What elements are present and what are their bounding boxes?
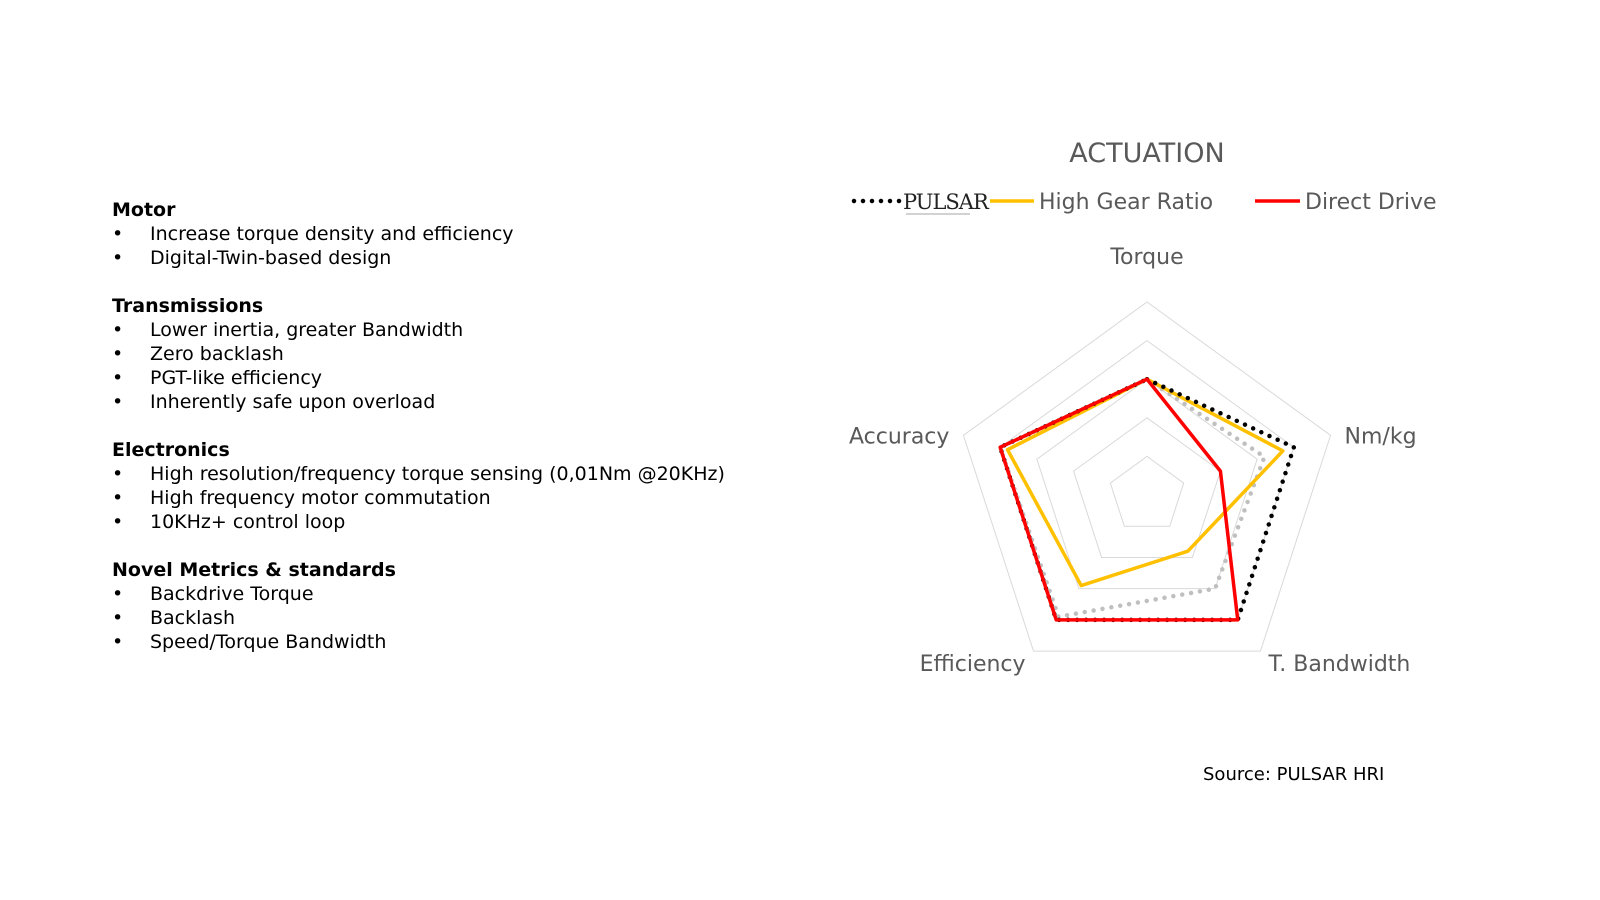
series-line [1007, 379, 1282, 585]
bullet-icon: • [112, 223, 124, 245]
section-title: Novel Metrics & standards [112, 559, 396, 581]
grid-ring [1074, 418, 1221, 558]
axis-label: Nm/kg [1344, 424, 1417, 450]
bullet-text: Digital-Twin-based design [150, 247, 392, 269]
section-title: Transmissions [112, 295, 264, 317]
legend-label: High Gear Ratio [1039, 190, 1214, 215]
bullet-icon: • [112, 487, 124, 509]
bullet-text: PGT-like efficiency [150, 367, 323, 389]
bullet-icon: • [112, 583, 124, 605]
bullet-icon: • [112, 319, 124, 341]
bullet-text: Backlash [150, 607, 235, 629]
legend-label: Direct Drive [1305, 190, 1437, 215]
bullet-icon: • [112, 631, 124, 653]
bullet-text: Increase torque density and efficiency [150, 223, 514, 245]
source-note: Source: PULSAR HRI [1203, 764, 1385, 785]
section-title: Motor [112, 199, 176, 221]
bullet-text: Backdrive Torque [150, 583, 314, 605]
bullet-icon: • [112, 247, 124, 269]
bullet-icon: • [112, 463, 124, 485]
chart-title: ACTUATION [1069, 138, 1225, 169]
radar-axis-labels [849, 245, 1417, 677]
bullet-icon: • [112, 607, 124, 629]
bullet-text: Zero backlash [150, 343, 284, 365]
bullet-text: 10KHz+ control loop [150, 511, 346, 533]
bullet-icon: • [112, 343, 124, 365]
bullet-text: Speed/Torque Bandwidth [150, 631, 387, 653]
bullet-icon: • [112, 511, 124, 533]
pulsar-logo: PULSAR [903, 190, 988, 214]
axis-label: Torque [1110, 245, 1184, 270]
bullet-icon: • [112, 391, 124, 413]
chart-legend [854, 190, 1437, 215]
grid-ring [1110, 456, 1183, 526]
bullet-icon: • [112, 367, 124, 389]
axis-label: Efficiency [919, 652, 1026, 678]
bullet-text: Lower inertia, greater Bandwidth [150, 319, 464, 341]
axis-label: Accuracy [848, 424, 950, 450]
axis-label: T. Bandwidth [1268, 652, 1411, 678]
section-title: Electronics [112, 439, 230, 461]
bullet-text: High resolution/frequency torque sensing (0,01Nm @20KHz) [150, 463, 725, 485]
bullet-text: High frequency motor commutation [150, 487, 491, 509]
bullet-text: Inherently safe upon overload [150, 391, 436, 413]
